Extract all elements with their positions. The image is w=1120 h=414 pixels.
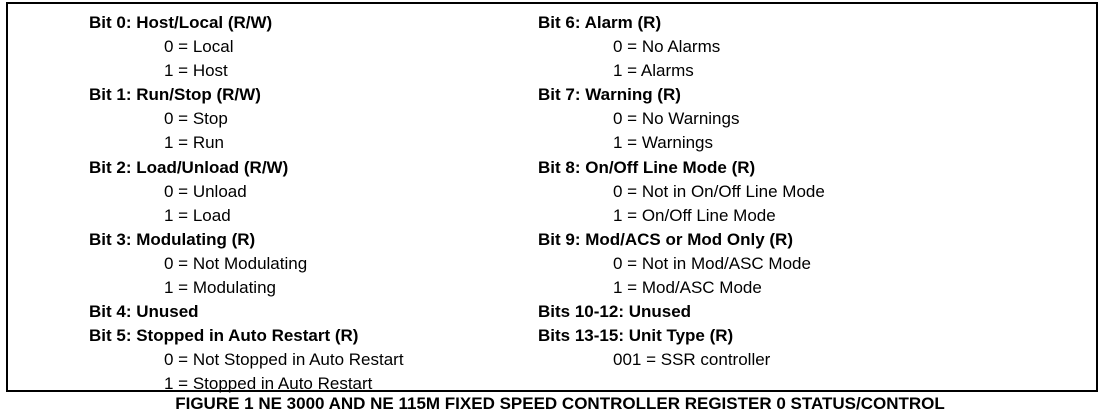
bit-heading: Bits 10-12: Unused bbox=[538, 302, 692, 322]
bit-value: 0 = Not in Mod/ASC Mode bbox=[613, 253, 811, 273]
bit-heading: Bit 0: Host/Local (R/W) bbox=[89, 13, 273, 32]
bit-value: 0 = Not in On/Off Line Mode bbox=[613, 181, 825, 201]
figure-caption: FIGURE 1 NE 3000 AND NE 115M FIXED SPEED CONTROLLER REGISTER 0 STATUS/CONTROL bbox=[175, 394, 945, 413]
bit-value: 1 = Run bbox=[164, 133, 225, 153]
right-bit-column bbox=[538, 11, 825, 372]
bit-heading: Bit 2: Load/Unload (R/W) bbox=[89, 157, 289, 177]
bit-heading: Bit 1: Run/Stop (R/W) bbox=[89, 85, 261, 105]
bit-value: 0 = No Alarms bbox=[613, 37, 721, 57]
bit-value: 1 = Stopped in Auto Restart bbox=[164, 374, 373, 394]
bit-value: 0 = Unload bbox=[164, 181, 247, 201]
bit-heading: Bit 6: Alarm (R) bbox=[538, 13, 662, 32]
bit-heading: Bit 3: Modulating (R) bbox=[89, 229, 256, 249]
bit-value: 1 = Load bbox=[164, 205, 231, 225]
bit-value: 0 = No Warnings bbox=[613, 109, 740, 129]
bit-definition-box bbox=[6, 2, 1098, 392]
bit-heading: Bit 9: Mod/ACS or Mod Only (R) bbox=[538, 229, 793, 249]
bit-value: 1 = Warnings bbox=[613, 133, 713, 153]
bit-value: 1 = On/Off Line Mode bbox=[613, 205, 776, 225]
bit-value: 0 = Stop bbox=[164, 109, 228, 129]
bit-value: 0 = Not Modulating bbox=[164, 253, 308, 273]
bit-value: 1 = Alarms bbox=[613, 61, 694, 81]
bit-value: 0 = Local bbox=[164, 37, 234, 57]
bit-heading: Bits 13-15: Unit Type (R) bbox=[538, 326, 734, 346]
left-bit-column bbox=[89, 11, 404, 397]
bit-value: 1 = Mod/ASC Mode bbox=[613, 278, 762, 298]
bit-value: 1 = Host bbox=[164, 61, 228, 81]
bit-value: 0 = Not Stopped in Auto Restart bbox=[164, 350, 404, 370]
bit-heading: Bit 5: Stopped in Auto Restart (R) bbox=[89, 326, 359, 346]
bit-value: 001 = SSR controller bbox=[613, 350, 771, 370]
bit-heading: Bit 7: Warning (R) bbox=[538, 85, 681, 105]
bit-heading: Bit 8: On/Off Line Mode (R) bbox=[538, 157, 756, 177]
bit-value: 1 = Modulating bbox=[164, 278, 276, 298]
bit-heading: Bit 4: Unused bbox=[89, 302, 199, 322]
